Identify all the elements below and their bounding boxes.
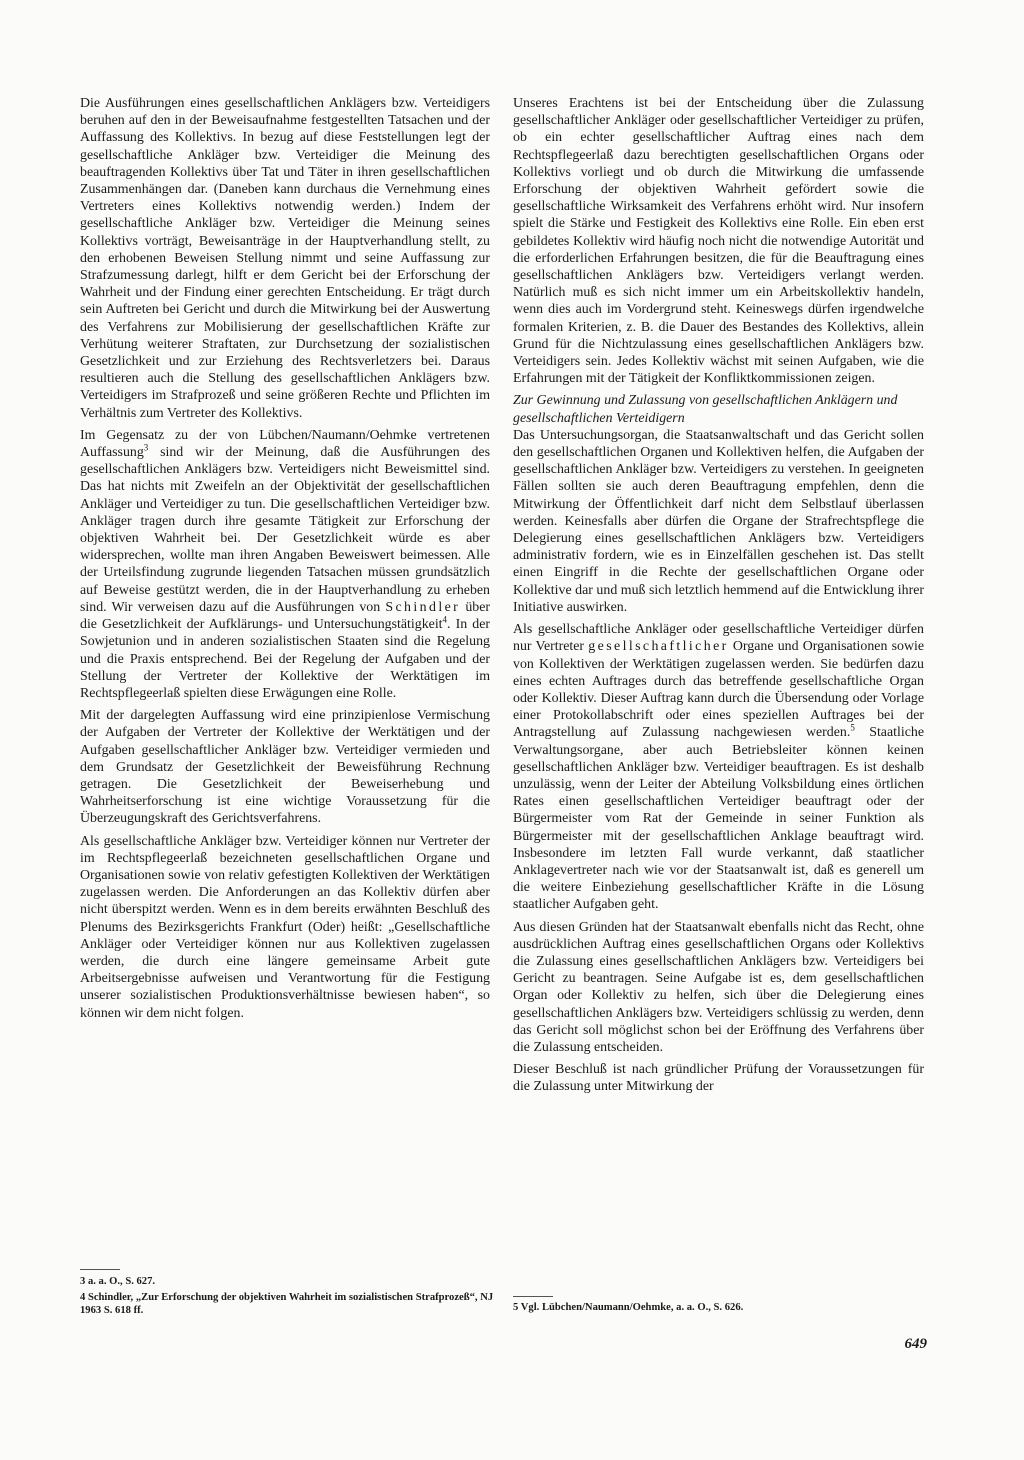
paragraph: Als gesellschaftliche Ankläger bzw. Verteidiger können nur Vertreter der im Rechtspflegeerlaß bezeichneten gesellschaftlichen Organe und Organisationen sowie von relativ gefestigten Kollektiven der Werktätigen zugelassen werden. Die Anforderungen an das Kollektiv dürfen aber nicht überspitzt werden. Wenn es in dem bereits erwähnten Beschluß des Plenums des Bezirksgerichts Frankfurt (Oder) heißt: „Gesellschaftliche Ankläger oder Verteidiger können nur aus Kollektiven zugelassen werden, die durch eine längere gemeinsame Arbeit gute Arbeitsergebnisse aufweisen und Verantwortung für die Festigung unserer sozialistischen Produktionsverhältnisse bewiesen haben“, so können wir dem nicht folgen. [80,833,490,1021]
text-run: über die Gesetzlichkeit der Aufklärungs- und Untersuchungstätigkeit [80,599,490,633]
emphasized-word: gesellschaftlicher [588,639,729,655]
footnote: 5 Vgl. Lübchen/Naumann/Oehmke, a. a. O., S. 626. [513,1302,744,1313]
paragraph: Unseres Erachtens ist bei der Entscheidung über die Zulassung gesellschaftlicher Ankläger oder gesellschaftlicher Verteidiger zu prüfen, ob ein echter gesellschaftlicher Auftrag eines nach dem Rechtspflegeerlaß dazu berechtigten gesellschaftlichen Organs oder Kollektivs vorliegt und ob durch die Mitwirkung die umfassende Erforschung der objektiven Wahrheit gefördert sowie die gesellschaftliche Wirksamkeit des Verfahrens erhöht wird. Nur insofern spielt die Stärke und Festigkeit des Kollektivs eine Rolle. Ein eben erst gebildetes Kollektiv wird häufig noch nicht die notwendige Autorität und die erforderlichen Erfahrungen besitzen, die für die Beauftragung eines gesellschaftlichen Anklägers bzw. Verteidigers verlangt werden. Natürlich muß es sich nicht immer um ein Arbeitskollektiv handeln, wenn dies auch im Vordergrund steht. Keineswegs dürfen irgendwelche formalen Kriterien, z. B. die Dauer des Bestandes des Kollektivs, allein Grund für die Nichtzulassung eines gesellschaftlichen Anklägers bzw. Verteidigers sein. Jedes Kollektiv wächst mit seinen Aufgaben, wie die Erfahrungen mit der Tätigkeit der Konfliktkommissionen zeigen. [513,96,924,387]
text-run: Staatliche Verwaltungsorgane, aber auch Betriebsleiter können keinen gesellschaftlichen Ankläger bzw. Verteidiger beauftragen. Es ist deshalb unzulässig, wenn der Leiter der Abteilung Volksbildung eines örtlichen Rates einen gesellschaftlichen Verteidiger beauftragt oder der Bürgermeister vom Rat der Gemeinde in seiner Funktion als Bürgermeister mit der gesellschaftlichen Anklage beauftragt wird. Insbesondere im letzten Fall wurde verkannt, daß staatlicher Anklagevertreter nach wie vor der Staatsanwalt ist, daß es generell um die weitere Einbeziehung gesellschaftlicher Kräfte in die Lösung staatlicher Aufgaben geht. [513,725,924,913]
text-run: Als gesellschaftliche Ankläger oder gesellschaftliche Verteidiger dürfen nur Vertreter [513,622,924,655]
paragraph: Dieser Beschluß ist nach gründlicher Prüfung der Voraussetzungen für die Zulassung unter Mitwirkung der [513,1062,924,1095]
page-number: 649 [904,1336,927,1352]
text-run: . In der Sowjetunion und in anderen sozialistischen Staaten sind die Regelung und die Praxis entsprechend. Bei der Regelung der Aufgaben und der Stellung der Vertreter der Kollektive der Werktätigen im Rechtspflegeerlaß spielten diese Erwägungen eine Rolle. [80,617,490,701]
footnote-ref: 4 [442,614,448,625]
paragraph: Die Ausführungen eines gesellschaftlichen Anklägers bzw. Verteidigers beruhen auf den in der Beweisaufnahme festgestellten Tatsachen und der Auffassung des Kollektivs. In bezug auf diese Feststellungen legt der gesellschaftliche Ankläger bzw. Verteidiger die Meinung des beauftragenden Kollektivs über Tat und Täter in ihren gesellschaftlichen Zusammenhängen dar. (Daneben kann durchaus die Vernehmung eines Vertreters eines Kollektivs notwendig werden.) Indem der gesellschaftliche Ankläger bzw. Verteidiger die Meinung seines Kollektivs vorträgt, Beweisanträge in der Hauptverhandlung stellt, zu den erhobenen Beweisen Stellung nimmt und seine Auffassung zur Strafzumessung darlegt, hilft er dem Gericht bei der Erforschung der Wahrheit und der Findung einer gerechten Entscheidung. Er trägt durch sein Auftreten bei Gericht und durch die Mitwirkung bei der Auswertung des Verfahrens zur Mobilisierung der gesellschaftlichen Kräfte zur Verhütung weiterer Straftaten, zur Durchsetzung der sozialistischen Gesetzlichkeit und zur Erziehung des Rechtsverletzers bei. Daraus resultieren auch die Stellung des gesellschaftlichen Anklägers bzw. Verteidigers im Strafprozeß und seine größeren Rechte und Pflichten im Verhältnis zum Vertreter des Kollektivs. [80,96,490,421]
paragraph [80,427,490,702]
left-column [80,95,490,1027]
footnote: 3 a. a. O., S. 627. [80,1276,156,1287]
footnote-rule [513,1296,553,1297]
text-run: Im Gegensatz zu der von Lübchen/Naumann/Oehmke vertretenen Auffassung [80,427,490,461]
author-name: Schindler [385,599,461,615]
section-heading: Zur Gewinnung und Zulassung von gesellschaftlichen Anklägern und gesellschaftlichen Verteidigern [513,393,898,426]
footnotes-left [80,1275,500,1321]
paragraph: Aus diesen Gründen hat der Staatsanwalt ebenfalls nicht das Recht, ohne ausdrücklichen Auftrag eines gesellschaftlichen Organs oder Kollektivs die Zulassung eines gesellschaftlichen Anklägers bzw. Verteidigers bei Gericht zu beantragen. Seine Aufgabe ist es, dem gesellschaftlichen Organ oder Kollektiv zu helfen, sich über die Delegierung eines gesellschaftlichen Anklägers bzw. Verteidigers schlüssig zu werden, denn das Gericht soll möglichst schon bei der Eröffnung des Verfahrens über die Zulassung entscheiden. [513,919,924,1055]
paragraph [513,621,924,913]
footnote: 4 Schindler, „Zur Erforschung der objektiven Wahrheit im sozialistischen Strafprozeß“, NJ 1963 S. 618 ff. [80,1292,494,1317]
footnote-rule [80,1269,120,1270]
footnote-ref: 5 [850,722,855,733]
footnotes-right [513,1301,933,1317]
paragraph: Mit der dargelegten Auffassung wird eine prinzipienlose Vermischung der Aufgaben der Vertreter der Kollektive der Werktätigen und der Aufgaben gesellschaftlicher Ankläger bzw. Verteidiger vermieden und dem Grundsatz der Gesetzlichkeit der Beweisführung Rechnung getragen. Die Gesetzlichkeit der Beweiserhebung und Wahrheitserforschung ist eine wichtige Voraussetzung für die Überzeugungskraft des Gerichtsverfahrens. [80,708,490,827]
right-column [513,95,924,1101]
footnote-ref: 3 [143,442,149,453]
text-run: Organe und Organisationen sowie von Kollektiven der Werktätigen zugelassen werden. Sie bedürfen dazu eines echten Auftrages durch das betreffende gesellschaftliche Organ oder Kollektiv. Dieser Auftrag kann durch die Übersendung oder Vorlage einer Protokollabschrift oder eines speziellen Auftrages bei der Antragstellung auf Zulassung nachgewiesen werden. [513,639,925,741]
paragraph: Das Untersuchungsorgan, die Staatsanwaltschaft und das Gericht sollen den gesellschaftlichen Organen und Kollektiven helfen, die Aufgaben der gesellschaftlichen Ankläger bzw. Verteidigers zu verstehen. In geeigneten Fällen sollten sie auch deren Beauftragung empfehlen, denn die Mitwirkung der Öffentlichkeit darf nicht dem Selbstlauf überlassen werden. Keinesfalls aber dürfen die Organe der Strafrechtspflege die Delegierung eines gesellschaftlichen Anklägers bzw. Verteidigers administrativ fordern, wie es in Einzelfällen geschehen ist. Das stellt einen Eingriff in die Rechte der gesellschaftlichen Organe oder Kollektive dar und muß sich letztlich hemmend auf die Entwicklung ihrer Initiative auswirken. [513,427,924,615]
text-run: sind wir der Meinung, daß die Ausführungen des gesellschaftlichen Anklägers bzw. Verteidigers nicht Beweismittel sind. Das hat nichts mit Zweifeln an der Objektivität der gesellschaftlichen Ankläger und Verteidiger zu tun. Die gesellschaftlichen Verteidiger bzw. Ankläger tragen durch ihre gesamte Tätigkeit zur Erforschung der objektiven Wahrheit bei. Der Gesetzlichkeit würde es aber widersprechen, wollte man ihren Angaben Beweiswert beimessen. Alle der Urteilsfindung zugrunde liegenden Tatsachen müssen grundsätzlich auf Beweise gestützt werden, die in der Hauptverhandlung zu erheben sind. Wir verweisen dazu auf die Ausführungen von [80,445,490,615]
